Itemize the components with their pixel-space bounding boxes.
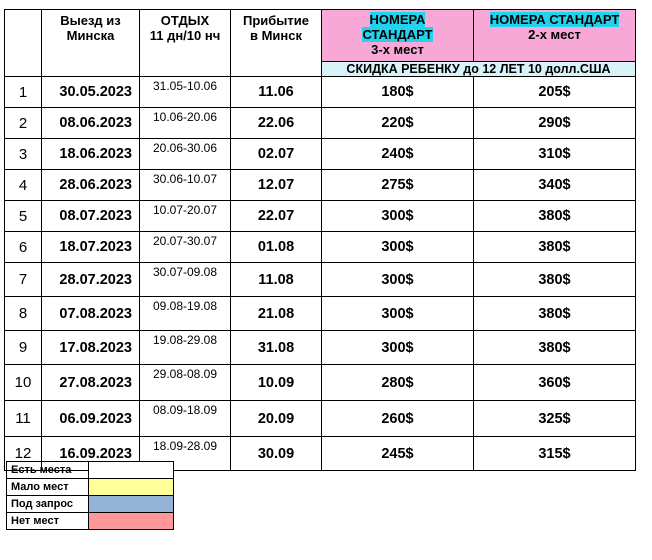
room2-header: НОМЕРА СТАНДАРТ 2-х мест [474, 10, 636, 62]
price-double-room: 325$ [474, 401, 636, 437]
table-row [5, 170, 636, 201]
legend-label: Под запрос [7, 496, 89, 513]
arrival-date: 11.06 [231, 77, 322, 108]
row-number: 10 [5, 365, 42, 401]
legend-swatch [89, 462, 174, 479]
table-row [5, 201, 636, 232]
price-double-room: 310$ [474, 139, 636, 170]
departure-date: 08.06.2023 [42, 108, 140, 139]
row-number: 12 [5, 437, 42, 471]
stay-period: 30.07-09.08 [140, 263, 231, 297]
row-number: 11 [5, 401, 42, 437]
stay-period: 31.05-10.06 [140, 77, 231, 108]
table-row [5, 331, 636, 365]
departure-date: 30.05.2023 [42, 77, 140, 108]
price-double-room: 380$ [474, 201, 636, 232]
stay-period: 09.08-19.08 [140, 297, 231, 331]
legend-swatch [89, 496, 174, 513]
room3-header: НОМЕРА СТАНДАРТ 3-х мест [322, 10, 474, 62]
table-row [5, 401, 636, 437]
row-number: 1 [5, 77, 42, 108]
departure-date: 16.09.2023 [42, 437, 140, 471]
price-triple-room: 220$ [322, 108, 474, 139]
price-triple-room: 300$ [322, 297, 474, 331]
legend-row [7, 513, 174, 530]
table-row [5, 263, 636, 297]
legend-row [7, 496, 174, 513]
departure-date: 18.07.2023 [42, 232, 140, 263]
arrival-date: 22.07 [231, 201, 322, 232]
stay-header: ОТДЫХ 11 дн/10 нч [140, 10, 231, 77]
price-triple-room: 240$ [322, 139, 474, 170]
tour-schedule-table [4, 9, 636, 471]
arrival-date: 21.08 [231, 297, 322, 331]
price-triple-room: 300$ [322, 331, 474, 365]
legend-label: Мало мест [7, 479, 89, 496]
legend-row [7, 479, 174, 496]
stay-period: 10.06-20.06 [140, 108, 231, 139]
price-double-room: 290$ [474, 108, 636, 139]
departure-date: 06.09.2023 [42, 401, 140, 437]
stay-period: 20.06-30.06 [140, 139, 231, 170]
arrival-date: 30.09 [231, 437, 322, 471]
row-number: 6 [5, 232, 42, 263]
stay-period: 10.07-20.07 [140, 201, 231, 232]
row-number: 8 [5, 297, 42, 331]
departure-date: 18.06.2023 [42, 139, 140, 170]
row-number: 5 [5, 201, 42, 232]
stay-period: 08.09-18.09 [140, 401, 231, 437]
departure-header: Выезд из Минска [42, 10, 140, 77]
row-number: 7 [5, 263, 42, 297]
price-double-room: 380$ [474, 232, 636, 263]
table-row [5, 108, 636, 139]
stay-period: 30.06-10.07 [140, 170, 231, 201]
legend-label: Есть места [7, 462, 89, 479]
price-triple-room: 245$ [322, 437, 474, 471]
departure-date: 28.06.2023 [42, 170, 140, 201]
legend-label: Нет мест [7, 513, 89, 530]
availability-legend [6, 461, 174, 530]
arrival-date: 02.07 [231, 139, 322, 170]
table-row [5, 139, 636, 170]
price-triple-room: 300$ [322, 232, 474, 263]
departure-date: 28.07.2023 [42, 263, 140, 297]
child-discount-note: СКИДКА РЕБЕНКУ до 12 ЛЕТ 10 долл.США [322, 62, 636, 77]
table-row [5, 297, 636, 331]
price-double-room: 360$ [474, 365, 636, 401]
stay-period: 20.07-30.07 [140, 232, 231, 263]
arrival-date: 31.08 [231, 331, 322, 365]
number-header-cell [5, 10, 42, 77]
table-row [5, 232, 636, 263]
price-double-room: 380$ [474, 331, 636, 365]
departure-date: 27.08.2023 [42, 365, 140, 401]
arrival-date: 01.08 [231, 232, 322, 263]
legend-swatch [89, 513, 174, 530]
price-double-room: 340$ [474, 170, 636, 201]
row-number: 2 [5, 108, 42, 139]
row-number: 4 [5, 170, 42, 201]
departure-date: 07.08.2023 [42, 297, 140, 331]
price-triple-room: 280$ [322, 365, 474, 401]
price-double-room: 380$ [474, 297, 636, 331]
price-double-room: 205$ [474, 77, 636, 108]
price-triple-room: 300$ [322, 201, 474, 232]
price-double-room: 315$ [474, 437, 636, 471]
stay-period: 19.08-29.08 [140, 331, 231, 365]
legend-row [7, 462, 174, 479]
stay-period: 18.09-28.09 [140, 437, 231, 471]
table-row [5, 77, 636, 108]
departure-date: 08.07.2023 [42, 201, 140, 232]
arrival-date: 11.08 [231, 263, 322, 297]
arrival-header: Прибытие в Минск [231, 10, 322, 77]
arrival-date: 20.09 [231, 401, 322, 437]
stay-period: 29.08-08.09 [140, 365, 231, 401]
price-triple-room: 275$ [322, 170, 474, 201]
arrival-date: 12.07 [231, 170, 322, 201]
price-triple-room: 300$ [322, 263, 474, 297]
row-number: 9 [5, 331, 42, 365]
row-number: 3 [5, 139, 42, 170]
legend-swatch [89, 479, 174, 496]
table-row [5, 365, 636, 401]
departure-date: 17.08.2023 [42, 331, 140, 365]
price-double-room: 380$ [474, 263, 636, 297]
schedule-rows [5, 77, 636, 471]
arrival-date: 22.06 [231, 108, 322, 139]
price-triple-room: 260$ [322, 401, 474, 437]
arrival-date: 10.09 [231, 365, 322, 401]
price-triple-room: 180$ [322, 77, 474, 108]
